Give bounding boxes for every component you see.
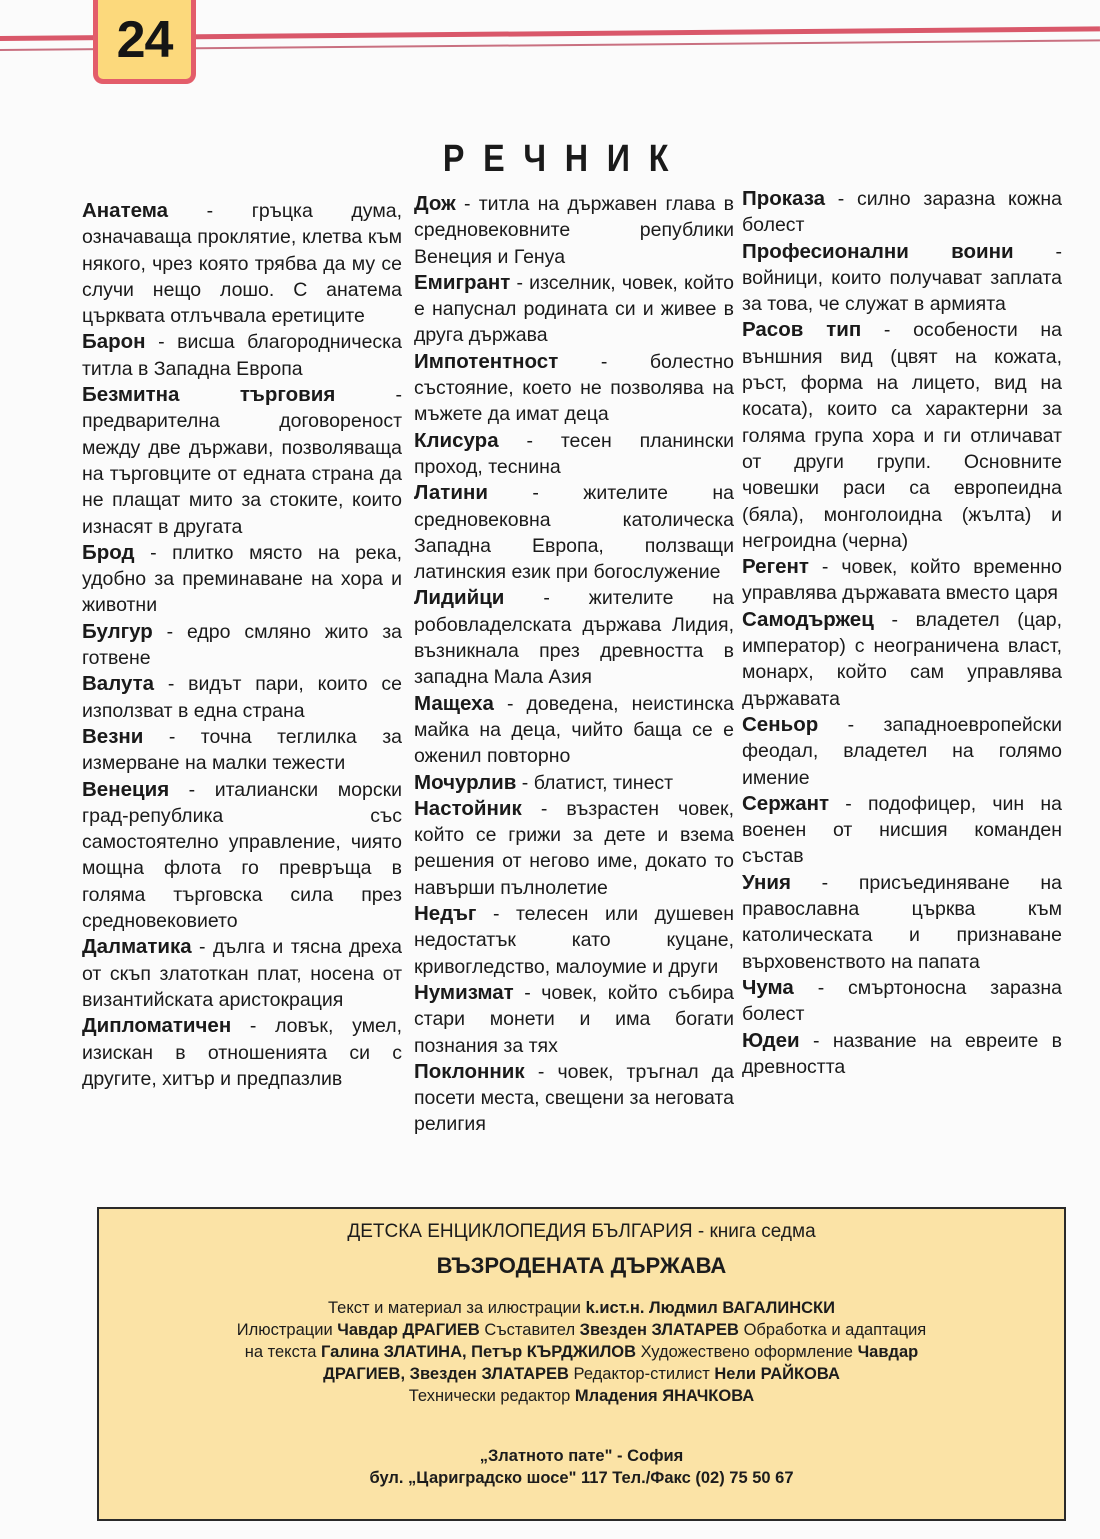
glossary-definition: - италиански морски град-република със самостоятелно управление, чиято мощна флота го превръща в голяма търговска сила през средновековието [82,778,402,933]
glossary-term: Поклонник [414,1059,525,1083]
glossary-entry [414,691,734,770]
glossary-entry [82,1013,402,1092]
glossary-entry [414,796,734,901]
glossary-entry [82,619,402,672]
glossary-definition: - възрастен човек, който се грижи за дете и взема решения от негово име, докато то навърши пълнолетие [414,797,734,899]
glossary-entry [742,239,1062,318]
credit-role: на текста [244,1343,321,1361]
glossary-entry [82,934,402,1013]
glossary-entry [414,191,734,270]
glossary-term: Барон [82,330,146,354]
credit-name: k.ист.н. Людмил ВАГАЛИНСКИ [585,1299,835,1317]
glossary-definition: - присъединяване на православна църква към католическата и признаване върховенството на папата [742,871,1062,973]
glossary-definition: - жителите на робовладелската държава Лидия, възникнала през древността в западна Мала Азия [414,587,734,689]
credit-line [99,1341,1064,1363]
glossary-definition: - гръцка дума, означаваща проклятие, клетва към някого, чрез която трябва да му се случи нещо лошо. С анатема църквата отлъчвала еретиците [82,200,402,328]
glossary-column-2 [414,191,734,1138]
glossary-term: Сержант [742,791,830,815]
publisher-address: бул. „Цариградско шосе" 117 Тел./Факс (02) 75 50 67 [369,1469,794,1487]
glossary-term: Чума [742,975,794,999]
glossary-definition: - западноевропейски феодал, владетел на голямо имение [742,713,1062,789]
credit-line [99,1385,1064,1407]
credits-block [99,1297,1064,1407]
credit-line [99,1297,1064,1319]
glossary-definition: - едро смляно жито за готвене [82,620,402,670]
glossary-definition: - болестно състояние, което не позволява на мъжете да имат деца [414,350,734,426]
glossary-term: Професионални воини [742,239,1014,263]
credit-name: Чавдар [857,1343,919,1361]
glossary-entry [414,428,734,481]
glossary-entry [742,554,1062,607]
glossary-entry [82,198,402,329]
glossary-term: Брод [82,540,135,564]
glossary-entry [414,480,734,585]
glossary-entry [414,349,734,428]
glossary-entry [414,901,734,980]
glossary-term: Настойник [414,796,522,820]
glossary-definition: - титла на държавен глава в средновековните републики Венеция и Генуа [414,193,734,268]
glossary-term: Далматика [82,935,192,959]
glossary-entry [742,186,1062,239]
glossary-definition: - войници, които получават заплата за това, че служат в армията [742,240,1062,316]
glossary-term: Нумизмат [414,980,514,1004]
glossary-entry [742,975,1062,1028]
glossary-entry [82,777,402,935]
page-number-badge: 24 [93,0,196,84]
glossary-column-3 [742,186,1062,1080]
glossary-term: Валута [82,672,155,696]
glossary-definition: - блатист, тинест [516,771,674,794]
glossary-term: Мащеха [414,691,494,715]
glossary-entry [742,1028,1062,1081]
publisher-block [99,1445,1064,1489]
glossary-definition: - силно заразна кожна болест [742,188,1062,237]
glossary-term: Венеция [82,777,170,801]
glossary-definition: - телесен или душевен недостатък като куцане, кривогледство, малоумие и други [414,903,734,978]
glossary-entry [414,770,734,796]
glossary-definition: - подофицер, чин на военен от нисшия команден състав [742,792,1062,868]
glossary-definition: - дълга и тясна дреха от скъп златоткан плат, носена от византийската аристокрация [82,936,402,1011]
glossary-entry [742,870,1062,975]
glossary-entry [82,540,402,619]
credit-name: Галина ЗЛАТИНА, Петър КЪРДЖИЛОВ [320,1343,637,1361]
publisher-name: „Златното пате" - София [479,1447,684,1465]
glossary-definition: - видът пари, които се използват в една страна [82,673,402,722]
imprint-box [97,1207,1066,1521]
glossary-definition: - тесен планински проход, теснина [414,429,734,478]
credit-name: Нели РАЙКОВА [714,1365,840,1383]
glossary-term: Булгур [82,619,153,643]
glossary-entry [414,1059,734,1138]
glossary-column-1 [82,198,402,1092]
page-title: РЕЧНИК [442,138,688,180]
glossary-definition: - доведена, неистинска майка на деца, чийто баща се е оженил повторно [414,692,734,768]
glossary-term: Лидийци [414,586,505,610]
glossary-term: Юдеи [742,1028,800,1052]
glossary-term: Мочурлив [414,770,517,794]
glossary-term: Сеньор [742,712,819,736]
glossary-definition: - владетел (цар, император) с неограничена власт, монарх, който сам управлява държавата [742,608,1062,710]
glossary-definition: - точна теглилка за измерване на малки тежести [82,725,402,775]
glossary-entry [82,382,402,540]
credit-line [99,1319,1064,1341]
glossary-term: Регент [742,555,809,579]
glossary-definition: - ловък, умел, изискан в отношенията си с другите, хитър и предпазлив [82,1015,402,1090]
glossary-entry [414,980,734,1059]
credit-role: Съставител [479,1321,580,1339]
credit-name: ДРАГИЕВ, Звезден ЗЛАТАРЕВ [323,1365,569,1383]
book-title: ВЪЗРОДЕНАТА ДЪРЖАВА [436,1253,727,1278]
glossary-definition: - човек, тръгнал да посети места, свещени за неговата религия [414,1060,734,1136]
glossary-entry [414,270,734,349]
glossary-term: Емигрант [414,270,511,294]
glossary-entry [82,329,402,382]
credit-name: Звезден ЗЛАТАРЕВ [579,1321,739,1339]
glossary-term: Дож [414,192,456,215]
glossary-definition: - жителите на средновековна католическа Западна Европа, ползващи латинския език при богослужение [414,482,734,584]
glossary-term: Дипломатичен [82,1014,232,1038]
glossary-term: Везни [82,724,144,748]
glossary-entry [742,791,1062,870]
glossary-definition: - висша благородническа титла в Западна Европа [82,331,402,380]
glossary-term: Безмитна търговия [82,383,336,407]
credit-role: Текст и материал за илюстрации [327,1299,586,1317]
glossary-entry [742,712,1062,791]
credit-role: Художествено оформление [636,1343,858,1361]
glossary-term: Недъг [414,902,477,926]
credit-role: Обработка и адаптация [738,1321,927,1339]
credit-line [99,1363,1064,1385]
glossary-term: Уния [742,870,791,894]
glossary-term: Импотентност [414,349,559,373]
glossary-definition: - човек, който събира стари монети и има богати познания за тях [414,981,734,1057]
credit-name: Чавдар ДРАГИЕВ [337,1321,480,1339]
glossary-definition: - название на евреите в древността [742,1029,1062,1078]
glossary-definition: - особености на външния вид (цвят на кожата, ръст, форма на лицето, вид на косата), които са характерни за голяма група хора и ги отличават от други групи. Основните човешки раси са европеидна (бяла), монголоидна (жълта) и негроидна (черна) [742,319,1062,552]
credit-role: Технически редактор [408,1387,575,1405]
glossary-term: Проказа [742,187,826,210]
glossary-definition: - смъртоносна заразна болест [742,976,1062,1026]
glossary-entry [742,607,1062,712]
glossary-entry [414,585,734,690]
glossary-entry [82,724,402,777]
glossary-entry [82,671,402,724]
glossary-definition: - изселник, човек, който е напуснал родината си и живее в друга държава [414,271,734,347]
glossary-definition: - плитко място на река, удобно за преминаване на хора и животни [82,541,402,617]
credit-role: Редактор-стилист [568,1365,715,1383]
glossary-term: Анатема [82,199,169,222]
glossary-entry [742,317,1062,554]
credit-name: Младения ЯНАЧКОВА [574,1387,755,1405]
glossary-term: Расов тип [742,318,862,342]
credit-role: Илюстрации [236,1321,338,1339]
glossary-term: Самодържец [742,607,874,631]
glossary-term: Латини [414,481,488,505]
glossary-definition: - човек, който временно управлява държавата вместо царя [742,556,1062,605]
glossary-term: Клисура [414,428,499,452]
glossary-definition: - предварителна договореност между две държави, позволяваща на търговците от едната страна да не плащат мито за стоките, които изнасят в другата [82,384,402,538]
series-title: ДЕТСКА ЕНЦИКЛОПЕДИЯ БЪЛГАРИЯ - книга седма [347,1221,816,1242]
